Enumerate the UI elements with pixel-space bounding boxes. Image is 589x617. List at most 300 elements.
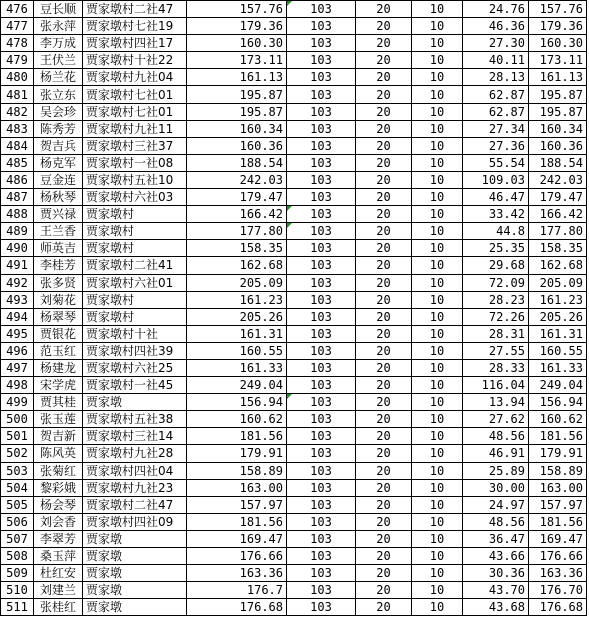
cell-address[interactable]: 贾家墩村 xyxy=(83,240,187,257)
cell-number[interactable]: 481 xyxy=(1,86,34,103)
cell-item-b[interactable]: 10 xyxy=(412,154,463,171)
cell-total[interactable]: 163.36 xyxy=(187,565,287,582)
cell-base[interactable]: 103 xyxy=(287,479,356,496)
cell-base[interactable]: 103 xyxy=(287,103,356,120)
cell-base[interactable]: 103 xyxy=(287,291,356,308)
cell-amount[interactable]: 161.13 xyxy=(529,69,587,86)
cell-base[interactable]: 103 xyxy=(287,513,356,530)
cell-base[interactable]: 103 xyxy=(287,86,356,103)
cell-amount[interactable]: 179.36 xyxy=(529,18,587,35)
cell-item-a[interactable]: 20 xyxy=(356,86,412,103)
cell-amount[interactable]: 158.89 xyxy=(529,462,587,479)
cell-number[interactable]: 487 xyxy=(1,189,34,206)
cell-name[interactable]: 杨兰花 xyxy=(34,69,83,86)
cell-extra[interactable]: 44.8 xyxy=(463,223,529,240)
cell-address[interactable]: 贾家墩村十社 xyxy=(83,325,187,342)
cell-base[interactable]: 103 xyxy=(287,530,356,547)
cell-item-b[interactable]: 10 xyxy=(412,52,463,69)
cell-base[interactable]: 103 xyxy=(287,69,356,86)
cell-amount[interactable]: 179.91 xyxy=(529,445,587,462)
cell-name[interactable]: 吴会珍 xyxy=(34,103,83,120)
cell-amount[interactable]: 249.04 xyxy=(529,377,587,394)
cell-number[interactable]: 485 xyxy=(1,154,34,171)
cell-name[interactable]: 李桂芳 xyxy=(34,257,83,274)
cell-item-b[interactable]: 10 xyxy=(412,189,463,206)
cell-extra[interactable]: 24.76 xyxy=(463,1,529,18)
cell-amount[interactable]: 195.87 xyxy=(529,86,587,103)
cell-item-b[interactable]: 10 xyxy=(412,496,463,513)
cell-item-b[interactable]: 10 xyxy=(412,137,463,154)
cell-address[interactable]: 贾家墩村二社41 xyxy=(83,257,187,274)
cell-number[interactable]: 500 xyxy=(1,411,34,428)
cell-address[interactable]: 贾家墩村四社04 xyxy=(83,462,187,479)
cell-total[interactable]: 176.66 xyxy=(187,548,287,565)
cell-item-a[interactable]: 20 xyxy=(356,308,412,325)
cell-item-b[interactable]: 10 xyxy=(412,377,463,394)
cell-extra[interactable]: 62.87 xyxy=(463,86,529,103)
cell-number[interactable]: 497 xyxy=(1,359,34,376)
cell-total[interactable]: 181.56 xyxy=(187,428,287,445)
cell-base[interactable]: 103 xyxy=(287,274,356,291)
cell-number[interactable]: 506 xyxy=(1,513,34,530)
cell-base[interactable]: 103 xyxy=(287,462,356,479)
cell-amount[interactable]: 160.62 xyxy=(529,411,587,428)
cell-item-a[interactable]: 20 xyxy=(356,462,412,479)
cell-amount[interactable]: 161.31 xyxy=(529,325,587,342)
cell-address[interactable]: 贾家墩村七社01 xyxy=(83,103,187,120)
cell-extra[interactable]: 43.70 xyxy=(463,582,529,599)
cell-amount[interactable]: 160.30 xyxy=(529,35,587,52)
cell-item-b[interactable]: 10 xyxy=(412,582,463,599)
cell-extra[interactable]: 28.31 xyxy=(463,325,529,342)
cell-total[interactable]: 176.7 xyxy=(187,582,287,599)
cell-number[interactable]: 498 xyxy=(1,377,34,394)
cell-number[interactable]: 496 xyxy=(1,342,34,359)
cell-name[interactable]: 杨克军 xyxy=(34,154,83,171)
cell-item-b[interactable]: 10 xyxy=(412,1,463,18)
cell-address[interactable]: 贾家墩村四社09 xyxy=(83,513,187,530)
cell-name[interactable]: 李万成 xyxy=(34,35,83,52)
cell-item-a[interactable]: 20 xyxy=(356,599,412,616)
cell-number[interactable]: 501 xyxy=(1,428,34,445)
cell-address[interactable]: 贾家墩村九社28 xyxy=(83,445,187,462)
cell-item-a[interactable]: 20 xyxy=(356,274,412,291)
cell-total[interactable]: 160.62 xyxy=(187,411,287,428)
cell-base[interactable]: 103 xyxy=(287,35,356,52)
cell-item-b[interactable]: 10 xyxy=(412,513,463,530)
cell-extra[interactable]: 27.62 xyxy=(463,411,529,428)
cell-item-b[interactable]: 10 xyxy=(412,171,463,188)
cell-item-a[interactable]: 20 xyxy=(356,35,412,52)
cell-item-a[interactable]: 20 xyxy=(356,137,412,154)
cell-name[interactable]: 陈风英 xyxy=(34,445,83,462)
cell-extra[interactable]: 72.09 xyxy=(463,274,529,291)
cell-item-b[interactable]: 10 xyxy=(412,35,463,52)
cell-extra[interactable]: 40.11 xyxy=(463,52,529,69)
cell-name[interactable]: 刘菊花 xyxy=(34,291,83,308)
cell-extra[interactable]: 27.30 xyxy=(463,35,529,52)
cell-item-a[interactable]: 20 xyxy=(356,548,412,565)
cell-item-a[interactable]: 20 xyxy=(356,530,412,547)
cell-address[interactable]: 贾家墩 xyxy=(83,548,187,565)
cell-address[interactable]: 贾家墩村一社08 xyxy=(83,154,187,171)
cell-number[interactable]: 482 xyxy=(1,103,34,120)
cell-amount[interactable]: 160.55 xyxy=(529,342,587,359)
cell-number[interactable]: 507 xyxy=(1,530,34,547)
cell-item-b[interactable]: 10 xyxy=(412,308,463,325)
cell-number[interactable]: 509 xyxy=(1,565,34,582)
cell-name[interactable]: 杨秋琴 xyxy=(34,189,83,206)
cell-total[interactable]: 205.09 xyxy=(187,274,287,291)
cell-total[interactable]: 161.13 xyxy=(187,69,287,86)
cell-extra[interactable]: 25.89 xyxy=(463,462,529,479)
cell-amount[interactable]: 242.03 xyxy=(529,171,587,188)
cell-base[interactable]: 103 xyxy=(287,257,356,274)
cell-name[interactable]: 刘会香 xyxy=(34,513,83,530)
cell-extra[interactable]: 30.00 xyxy=(463,479,529,496)
cell-item-a[interactable]: 20 xyxy=(356,342,412,359)
cell-amount[interactable]: 161.23 xyxy=(529,291,587,308)
cell-extra[interactable]: 72.26 xyxy=(463,308,529,325)
cell-total[interactable]: 158.35 xyxy=(187,240,287,257)
cell-name[interactable]: 王兰香 xyxy=(34,223,83,240)
cell-item-a[interactable]: 20 xyxy=(356,154,412,171)
cell-total[interactable]: 176.68 xyxy=(187,599,287,616)
cell-item-b[interactable]: 10 xyxy=(412,462,463,479)
cell-address[interactable]: 贾家墩村二社47 xyxy=(83,496,187,513)
cell-base[interactable]: 103 xyxy=(287,52,356,69)
cell-item-b[interactable]: 10 xyxy=(412,240,463,257)
cell-item-a[interactable]: 20 xyxy=(356,223,412,240)
cell-number[interactable]: 479 xyxy=(1,52,34,69)
cell-item-a[interactable]: 20 xyxy=(356,411,412,428)
cell-extra[interactable]: 62.87 xyxy=(463,103,529,120)
cell-address[interactable]: 贾家墩村 xyxy=(83,308,187,325)
cell-name[interactable]: 桑玉萍 xyxy=(34,548,83,565)
cell-base[interactable]: 103 xyxy=(287,582,356,599)
cell-amount[interactable]: 176.68 xyxy=(529,599,587,616)
cell-item-b[interactable]: 10 xyxy=(412,479,463,496)
cell-extra[interactable]: 55.54 xyxy=(463,154,529,171)
cell-number[interactable]: 508 xyxy=(1,548,34,565)
cell-total[interactable]: 162.68 xyxy=(187,257,287,274)
cell-total[interactable]: 242.03 xyxy=(187,171,287,188)
cell-extra[interactable]: 46.47 xyxy=(463,189,529,206)
cell-extra[interactable]: 28.23 xyxy=(463,291,529,308)
cell-item-b[interactable]: 10 xyxy=(412,599,463,616)
cell-total[interactable]: 249.04 xyxy=(187,377,287,394)
cell-item-a[interactable]: 20 xyxy=(356,69,412,86)
cell-amount[interactable]: 179.47 xyxy=(529,189,587,206)
cell-item-b[interactable]: 10 xyxy=(412,325,463,342)
cell-number[interactable]: 490 xyxy=(1,240,34,257)
cell-number[interactable]: 483 xyxy=(1,120,34,137)
cell-item-b[interactable]: 10 xyxy=(412,530,463,547)
cell-total[interactable]: 160.34 xyxy=(187,120,287,137)
cell-number[interactable]: 495 xyxy=(1,325,34,342)
cell-name[interactable]: 范玉红 xyxy=(34,342,83,359)
cell-extra[interactable]: 30.36 xyxy=(463,565,529,582)
cell-number[interactable]: 480 xyxy=(1,69,34,86)
cell-amount[interactable]: 181.56 xyxy=(529,513,587,530)
cell-amount[interactable]: 160.34 xyxy=(529,120,587,137)
cell-item-b[interactable]: 10 xyxy=(412,120,463,137)
cell-total[interactable]: 205.26 xyxy=(187,308,287,325)
cell-name[interactable]: 师英吉 xyxy=(34,240,83,257)
cell-base[interactable]: 103 xyxy=(287,154,356,171)
cell-total[interactable]: 179.91 xyxy=(187,445,287,462)
cell-item-a[interactable]: 20 xyxy=(356,291,412,308)
cell-item-b[interactable]: 10 xyxy=(412,291,463,308)
cell-name[interactable]: 贾其桂 xyxy=(34,394,83,411)
cell-address[interactable]: 贾家墩 xyxy=(83,565,187,582)
cell-total[interactable]: 160.36 xyxy=(187,137,287,154)
cell-name[interactable]: 李翠芳 xyxy=(34,530,83,547)
cell-total[interactable]: 157.76 xyxy=(187,1,287,18)
cell-base[interactable]: 103 xyxy=(287,599,356,616)
cell-base[interactable]: 103 xyxy=(287,445,356,462)
cell-total[interactable]: 188.54 xyxy=(187,154,287,171)
cell-item-b[interactable]: 10 xyxy=(412,342,463,359)
cell-base[interactable]: 103 xyxy=(287,206,356,223)
cell-address[interactable]: 贾家墩村五社38 xyxy=(83,411,187,428)
cell-item-a[interactable]: 20 xyxy=(356,565,412,582)
cell-address[interactable]: 贾家墩村九社23 xyxy=(83,479,187,496)
cell-total[interactable]: 157.97 xyxy=(187,496,287,513)
cell-address[interactable]: 贾家墩 xyxy=(83,394,187,411)
cell-address[interactable]: 贾家墩村三社37 xyxy=(83,137,187,154)
cell-extra[interactable]: 27.36 xyxy=(463,137,529,154)
cell-item-b[interactable]: 10 xyxy=(412,18,463,35)
cell-total[interactable]: 179.36 xyxy=(187,18,287,35)
cell-name[interactable]: 宋学虎 xyxy=(34,377,83,394)
cell-number[interactable]: 499 xyxy=(1,394,34,411)
cell-name[interactable]: 贾银花 xyxy=(34,325,83,342)
cell-address[interactable]: 贾家墩村九社11 xyxy=(83,120,187,137)
cell-item-a[interactable]: 20 xyxy=(356,1,412,18)
cell-amount[interactable]: 166.42 xyxy=(529,206,587,223)
cell-address[interactable]: 贾家墩村 xyxy=(83,223,187,240)
cell-extra[interactable]: 27.34 xyxy=(463,120,529,137)
cell-base[interactable]: 103 xyxy=(287,496,356,513)
cell-item-b[interactable]: 10 xyxy=(412,274,463,291)
cell-address[interactable]: 贾家墩村二社47 xyxy=(83,1,187,18)
cell-base[interactable]: 103 xyxy=(287,137,356,154)
cell-amount[interactable]: 160.36 xyxy=(529,137,587,154)
cell-name[interactable]: 杨翠琴 xyxy=(34,308,83,325)
cell-item-b[interactable]: 10 xyxy=(412,565,463,582)
cell-item-a[interactable]: 20 xyxy=(356,103,412,120)
cell-total[interactable]: 181.56 xyxy=(187,513,287,530)
cell-address[interactable]: 贾家墩 xyxy=(83,599,187,616)
cell-extra[interactable]: 48.56 xyxy=(463,513,529,530)
cell-name[interactable]: 贺吉兵 xyxy=(34,137,83,154)
cell-base[interactable]: 103 xyxy=(287,240,356,257)
cell-extra[interactable]: 24.97 xyxy=(463,496,529,513)
cell-number[interactable]: 489 xyxy=(1,223,34,240)
cell-total[interactable]: 195.87 xyxy=(187,86,287,103)
cell-amount[interactable]: 161.33 xyxy=(529,359,587,376)
cell-item-a[interactable]: 20 xyxy=(356,496,412,513)
cell-number[interactable]: 476 xyxy=(1,1,34,18)
cell-name[interactable]: 张多贤 xyxy=(34,274,83,291)
cell-number[interactable]: 491 xyxy=(1,257,34,274)
cell-total[interactable]: 169.47 xyxy=(187,530,287,547)
cell-item-a[interactable]: 20 xyxy=(356,171,412,188)
cell-base[interactable]: 103 xyxy=(287,171,356,188)
cell-address[interactable]: 贾家墩村九社04 xyxy=(83,69,187,86)
cell-base[interactable]: 103 xyxy=(287,1,356,18)
cell-extra[interactable]: 28.33 xyxy=(463,359,529,376)
cell-total[interactable]: 179.47 xyxy=(187,189,287,206)
cell-number[interactable]: 477 xyxy=(1,18,34,35)
cell-amount[interactable]: 205.26 xyxy=(529,308,587,325)
cell-address[interactable]: 贾家墩村四社39 xyxy=(83,342,187,359)
cell-total[interactable]: 163.00 xyxy=(187,479,287,496)
cell-name[interactable]: 张玉莲 xyxy=(34,411,83,428)
cell-item-a[interactable]: 20 xyxy=(356,359,412,376)
cell-amount[interactable]: 195.87 xyxy=(529,103,587,120)
cell-base[interactable]: 103 xyxy=(287,325,356,342)
cell-amount[interactable]: 173.11 xyxy=(529,52,587,69)
cell-item-a[interactable]: 20 xyxy=(356,445,412,462)
cell-item-a[interactable]: 20 xyxy=(356,582,412,599)
cell-amount[interactable]: 157.76 xyxy=(529,1,587,18)
cell-address[interactable]: 贾家墩村一社45 xyxy=(83,377,187,394)
cell-name[interactable]: 杨建龙 xyxy=(34,359,83,376)
cell-number[interactable]: 511 xyxy=(1,599,34,616)
cell-total[interactable]: 158.89 xyxy=(187,462,287,479)
cell-base[interactable]: 103 xyxy=(287,18,356,35)
cell-item-a[interactable]: 20 xyxy=(356,325,412,342)
cell-item-a[interactable]: 20 xyxy=(356,18,412,35)
cell-address[interactable]: 贾家墩 xyxy=(83,530,187,547)
cell-base[interactable]: 103 xyxy=(287,342,356,359)
cell-item-a[interactable]: 20 xyxy=(356,240,412,257)
cell-name[interactable]: 张立东 xyxy=(34,86,83,103)
cell-number[interactable]: 510 xyxy=(1,582,34,599)
cell-total[interactable]: 177.80 xyxy=(187,223,287,240)
cell-amount[interactable]: 169.47 xyxy=(529,530,587,547)
cell-extra[interactable]: 46.36 xyxy=(463,18,529,35)
cell-amount[interactable]: 177.80 xyxy=(529,223,587,240)
cell-total[interactable]: 160.30 xyxy=(187,35,287,52)
cell-item-b[interactable]: 10 xyxy=(412,103,463,120)
cell-extra[interactable]: 116.04 xyxy=(463,377,529,394)
cell-extra[interactable]: 36.47 xyxy=(463,530,529,547)
cell-amount[interactable]: 158.35 xyxy=(529,240,587,257)
cell-item-b[interactable]: 10 xyxy=(412,445,463,462)
cell-item-a[interactable]: 20 xyxy=(356,394,412,411)
cell-address[interactable]: 贾家墩村四社17 xyxy=(83,35,187,52)
cell-item-b[interactable]: 10 xyxy=(412,394,463,411)
cell-total[interactable]: 161.33 xyxy=(187,359,287,376)
cell-name[interactable]: 王伏兰 xyxy=(34,52,83,69)
cell-base[interactable]: 103 xyxy=(287,548,356,565)
cell-address[interactable]: 贾家墩村六社03 xyxy=(83,189,187,206)
cell-number[interactable]: 505 xyxy=(1,496,34,513)
cell-total[interactable]: 166.42 xyxy=(187,206,287,223)
cell-extra[interactable]: 43.68 xyxy=(463,599,529,616)
cell-extra[interactable]: 109.03 xyxy=(463,171,529,188)
cell-extra[interactable]: 48.56 xyxy=(463,428,529,445)
cell-item-a[interactable]: 20 xyxy=(356,120,412,137)
cell-number[interactable]: 492 xyxy=(1,274,34,291)
cell-extra[interactable]: 28.13 xyxy=(463,69,529,86)
cell-name[interactable]: 黎彩娥 xyxy=(34,479,83,496)
cell-number[interactable]: 504 xyxy=(1,479,34,496)
cell-extra[interactable]: 43.66 xyxy=(463,548,529,565)
cell-amount[interactable]: 156.94 xyxy=(529,394,587,411)
cell-name[interactable]: 豆金连 xyxy=(34,171,83,188)
cell-name[interactable]: 张桂红 xyxy=(34,599,83,616)
cell-base[interactable]: 103 xyxy=(287,565,356,582)
cell-item-b[interactable]: 10 xyxy=(412,69,463,86)
cell-item-a[interactable]: 20 xyxy=(356,52,412,69)
cell-item-b[interactable]: 10 xyxy=(412,411,463,428)
cell-item-a[interactable]: 20 xyxy=(356,513,412,530)
cell-base[interactable]: 103 xyxy=(287,428,356,445)
cell-total[interactable]: 160.55 xyxy=(187,342,287,359)
cell-number[interactable]: 494 xyxy=(1,308,34,325)
cell-number[interactable]: 488 xyxy=(1,206,34,223)
cell-name[interactable]: 刘建兰 xyxy=(34,582,83,599)
cell-base[interactable]: 103 xyxy=(287,189,356,206)
cell-extra[interactable]: 46.91 xyxy=(463,445,529,462)
cell-item-a[interactable]: 20 xyxy=(356,189,412,206)
cell-address[interactable]: 贾家墩村七社19 xyxy=(83,18,187,35)
cell-name[interactable]: 豆长顺 xyxy=(34,1,83,18)
cell-address[interactable]: 贾家墩村十社22 xyxy=(83,52,187,69)
cell-base[interactable]: 103 xyxy=(287,394,356,411)
cell-extra[interactable]: 27.55 xyxy=(463,342,529,359)
cell-number[interactable]: 486 xyxy=(1,171,34,188)
cell-extra[interactable]: 29.68 xyxy=(463,257,529,274)
cell-item-a[interactable]: 20 xyxy=(356,428,412,445)
cell-address[interactable]: 贾家墩村五社10 xyxy=(83,171,187,188)
cell-number[interactable]: 503 xyxy=(1,462,34,479)
cell-base[interactable]: 103 xyxy=(287,411,356,428)
cell-extra[interactable]: 25.35 xyxy=(463,240,529,257)
cell-amount[interactable]: 181.56 xyxy=(529,428,587,445)
cell-item-b[interactable]: 10 xyxy=(412,257,463,274)
cell-extra[interactable]: 13.94 xyxy=(463,394,529,411)
cell-name[interactable]: 杜红安 xyxy=(34,565,83,582)
cell-total[interactable]: 161.31 xyxy=(187,325,287,342)
cell-amount[interactable]: 205.09 xyxy=(529,274,587,291)
cell-address[interactable]: 贾家墩 xyxy=(83,582,187,599)
cell-name[interactable]: 张永萍 xyxy=(34,18,83,35)
cell-item-b[interactable]: 10 xyxy=(412,206,463,223)
cell-amount[interactable]: 163.36 xyxy=(529,565,587,582)
cell-base[interactable]: 103 xyxy=(287,120,356,137)
cell-total[interactable]: 195.87 xyxy=(187,103,287,120)
cell-address[interactable]: 贾家墩村 xyxy=(83,291,187,308)
cell-total[interactable]: 161.23 xyxy=(187,291,287,308)
cell-address[interactable]: 贾家墩村 xyxy=(83,206,187,223)
cell-address[interactable]: 贾家墩村六社25 xyxy=(83,359,187,376)
cell-extra[interactable]: 33.42 xyxy=(463,206,529,223)
cell-number[interactable]: 493 xyxy=(1,291,34,308)
cell-amount[interactable]: 163.00 xyxy=(529,479,587,496)
cell-name[interactable]: 贾兴禄 xyxy=(34,206,83,223)
cell-name[interactable]: 杨会琴 xyxy=(34,496,83,513)
cell-total[interactable]: 173.11 xyxy=(187,52,287,69)
cell-name[interactable]: 张菊红 xyxy=(34,462,83,479)
cell-base[interactable]: 103 xyxy=(287,359,356,376)
cell-amount[interactable]: 176.70 xyxy=(529,582,587,599)
cell-base[interactable]: 103 xyxy=(287,377,356,394)
